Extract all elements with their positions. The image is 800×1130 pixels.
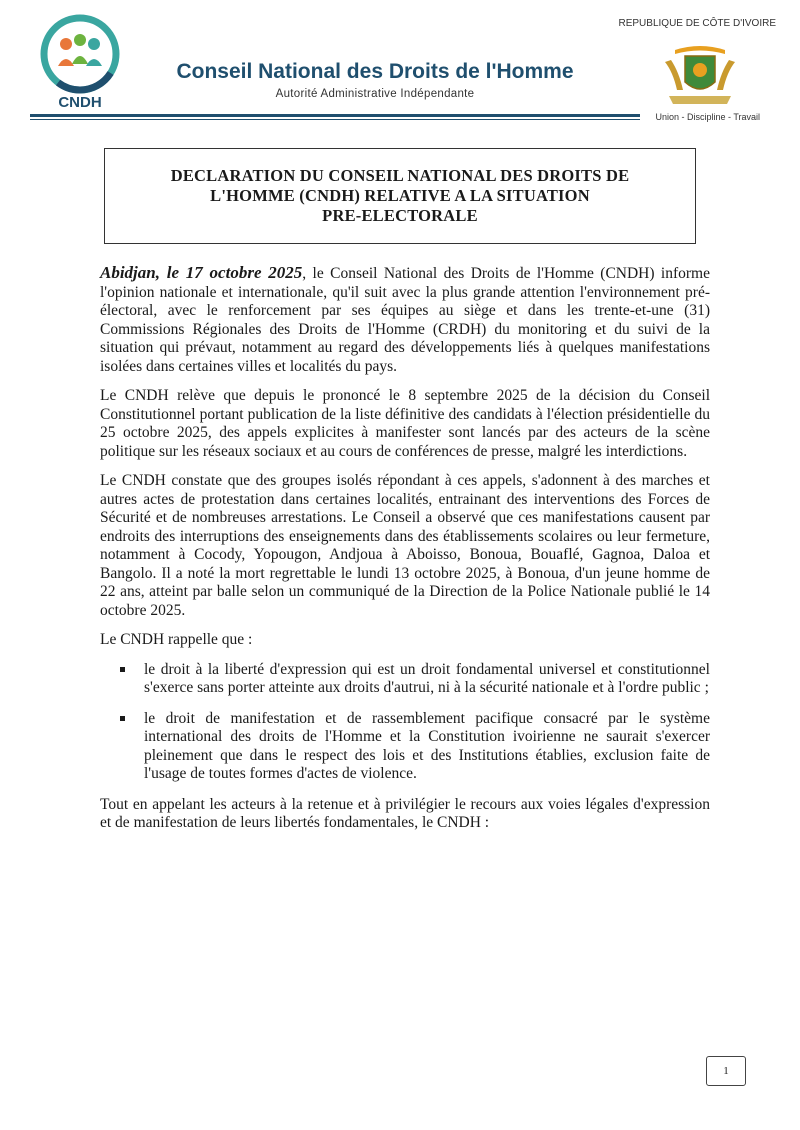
coat-of-arms-icon	[655, 42, 745, 108]
national-motto: Union - Discipline - Travail	[655, 112, 760, 122]
declaration-title-box	[104, 148, 696, 244]
title-line-3: PRE-ELECTORALE	[322, 206, 478, 225]
logo-text: CNDH	[58, 94, 102, 111]
paragraph-4: Le CNDH rappelle que :	[100, 631, 253, 648]
title-line-2: L'HOMME (CNDH) RELATIVE A LA SITUATION	[210, 186, 590, 205]
date-location: Abidjan, le 17 octobre 2025	[100, 263, 303, 282]
organization-subtitle: Autorité Administrative Indépendante	[275, 88, 475, 100]
header-divider-thin	[30, 119, 640, 120]
recall-list	[100, 661, 710, 784]
bullet-icon	[120, 667, 125, 672]
page-number: 1	[706, 1056, 746, 1086]
bullet-icon	[120, 716, 125, 721]
declaration-body	[100, 264, 710, 844]
cndh-logo-icon	[34, 14, 126, 94]
paragraph-2: Le CNDH relève que depuis le prononcé le 8 septembre 2025 de la décision du Conseil Constitutionnel portant publication de la liste définitive des candidats à l'élection présidentielle du 25 octobre 2025, des appels explicites à manifester sont lancés par des acteurs de la scène politique sur les réseaux sociaux et au cours de conférences de presse, malgré les interdictions.	[100, 387, 710, 460]
header-divider	[30, 114, 640, 117]
list-item-text: le droit de manifestation et de rassemblement pacifique consacré par le système international des droits de l'Homme et la Constitution ivoirienne ne saurait s'exercer pleinement que dans le respect des lois et des Institutions établies, exclusion faite de l'usage de toutes formes d'actes de violence.	[144, 709, 710, 782]
paragraph-3: Le CNDH constate que des groupes isolés répondant à ces appels, s'adonnent à des marches et autres actes de protestation dans certaines localités, entrainant des interventions des Forces de Sécurité et de nombreuses arrestations. Le Conseil a observé que ces manifestations causent par endroits des interruptions des enseignements dans des établissements scolaires ou leur fermeture, notamment à Cocody, Yopougon, Andjoua à Aboisso, Bonoua, Bouaflé, Gagnoa, Daloa et Bangolo. Il a noté la mort regrettable le lundi 13 octobre 2025, à Bonoua, d'un jeune homme de 22 ans, atteint par balle selon un communiqué de la Direction de la Police Nationale publié le 14 octobre 2025.	[100, 472, 710, 619]
organization-name: Conseil National des Droits de l'Homme	[176, 60, 574, 83]
paragraph-5: Tout en appelant les acteurs à la retenue et à privilégier le recours aux voies légales d'expression et de manifestation de leurs libertés fondamentales, le CNDH :	[100, 795, 710, 831]
list-item	[100, 710, 710, 784]
republic-label: REPUBLIQUE DE CÔTE D'IVOIRE	[618, 18, 776, 29]
paragraph-1	[100, 264, 710, 376]
paragraph-1-text: , le Conseil National des Droits de l'Homme (CNDH) informe l'opinion nationale et internationale, qu'il suit avec la plus grande attention l'environnement pré-électoral, avec le renforcement par ses équipes au siège et dans les trente-et-une (31) Commissions Régionales des Droits de l'Homme (CRDH) du monitoring et du suivi de la situation qui prévaut, notamment au regard des développements liés à quelques manifestations isolées dans certaines villes et localités du pays.	[100, 265, 710, 375]
list-item	[100, 661, 710, 698]
letterhead	[0, 0, 800, 125]
cndh-logo	[34, 14, 126, 114]
declaration-title	[171, 166, 630, 226]
title-line-1: DECLARATION DU CONSEIL NATIONAL DES DROITS DE	[170, 166, 630, 185]
list-item-text: le droit à la liberté d'expression qui est un droit fondamental universel et constitutionnel s'exerce sans porter atteinte aux droits d'autrui, ni à la sécurité nationale et à l'ordre public ;	[144, 660, 710, 696]
